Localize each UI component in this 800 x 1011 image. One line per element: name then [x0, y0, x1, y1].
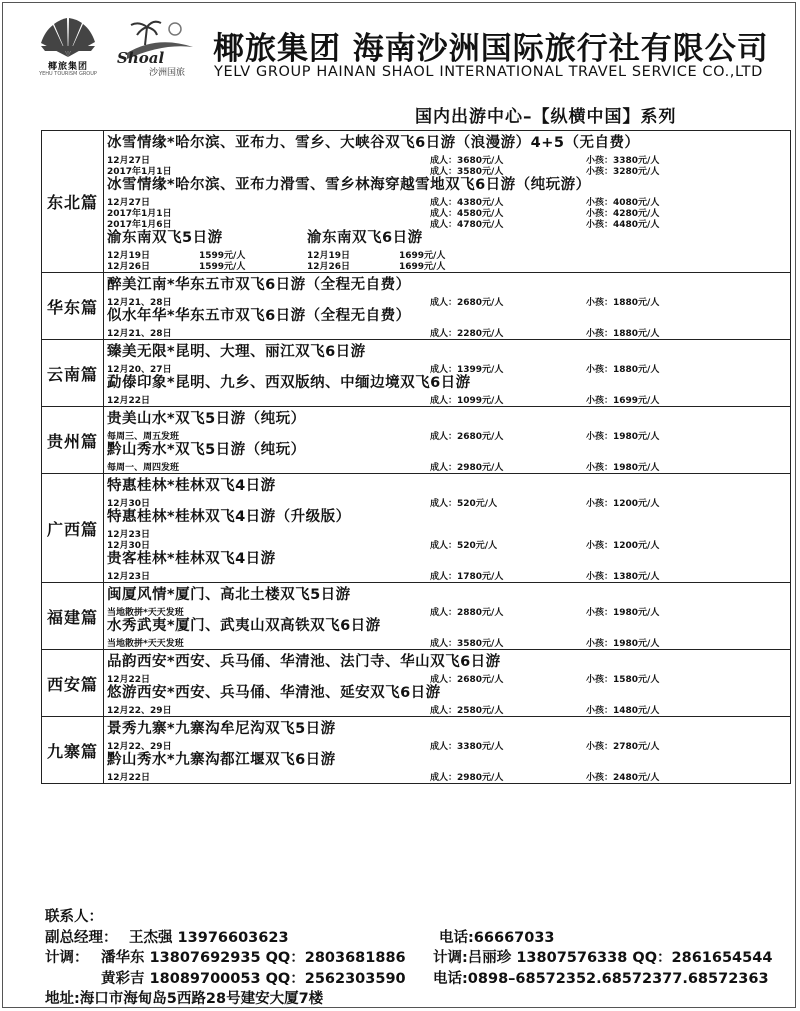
- region-tours: [104, 474, 790, 582]
- child-price: 小孩：4280元/人: [586, 209, 660, 219]
- departure-date: 每周三、周五发班: [107, 432, 180, 442]
- adult-price: 成人：4580元/人: [430, 209, 504, 219]
- price-row: [104, 206, 790, 217]
- vp-name: 王杰强 13976603623: [129, 929, 289, 946]
- child-price: 小孩：1699元/人: [586, 396, 660, 406]
- departure-date: 12月21、28日: [107, 298, 172, 308]
- adult-price: 成人：2880元/人: [430, 608, 504, 618]
- price-row: [104, 636, 790, 647]
- price-row: [104, 295, 790, 306]
- child-price: 小孩：1200元/人: [586, 499, 660, 509]
- adult-price: 成人：1099元/人: [430, 396, 504, 406]
- price-row: [104, 770, 790, 781]
- tour-title: 勐傣印象*昆明、九乡、西双版纳、中缅边境双飞6日游: [107, 375, 471, 391]
- region-section: [42, 583, 790, 650]
- operator-2-tel: 电话:0898–68572352.68572377.68572363: [433, 970, 769, 987]
- region-tours: [104, 650, 790, 716]
- price-row: [104, 429, 790, 440]
- departure-date: 12月22日: [107, 675, 151, 685]
- price-row: [104, 153, 790, 164]
- flyer-sheet: [2, 2, 796, 1008]
- region-name: 华东篇: [42, 273, 104, 339]
- departure-date: 12月19日: [107, 251, 151, 261]
- tour-title: 冰雪情缘*哈尔滨、亚布力、雪乡、大峡谷双飞6日游（浪漫游）4+5（无自费）: [107, 135, 640, 151]
- child-price: 小孩：1880元/人: [586, 365, 660, 375]
- tour-title: 似水年华*华东五市双飞6日游（全程无自费）: [107, 308, 411, 324]
- tour-title: 特惠桂林*桂林双飞4日游（升级版）: [107, 509, 351, 525]
- price-row: [104, 164, 790, 175]
- tour-title: 黔山秀水*九寨沟都江堰双飞6日游: [107, 752, 336, 768]
- price-row: [104, 527, 790, 538]
- logo2-brand-text: Shoal: [117, 49, 165, 67]
- region-tours: [104, 131, 790, 272]
- child-price: 小孩：3380元/人: [586, 156, 660, 166]
- region-tours: [104, 583, 790, 649]
- child-price: 小孩：2480元/人: [586, 773, 660, 783]
- departure-date: 2017年1月1日: [107, 209, 172, 219]
- departure-date: 12月23日: [107, 530, 151, 540]
- adult-price: 成人：1399元/人: [430, 365, 504, 375]
- price-row: [104, 195, 790, 206]
- series-title: 国内出游中心–【纵横中国】系列: [415, 107, 677, 127]
- price-row: [104, 393, 790, 404]
- adult-price: 成人：4780元/人: [430, 220, 504, 230]
- departure-date: 12月22、29日: [107, 742, 172, 752]
- address: 地址:海口市海甸岛5西路28号建安大厦7楼: [45, 991, 324, 1007]
- adult-price: 成人：2980元/人: [430, 773, 504, 783]
- child-price: 小孩：1480元/人: [586, 706, 660, 716]
- region-section: [42, 273, 790, 340]
- contacts-block: [45, 905, 795, 1008]
- region-section: [42, 474, 790, 583]
- adult-price: 成人：3680元/人: [430, 156, 504, 166]
- tour-title: 贵客桂林*桂林双飞4日游: [107, 551, 276, 567]
- price-row: [104, 248, 304, 259]
- adult-price: 成人：3380元/人: [430, 742, 504, 752]
- price-row: [104, 217, 790, 228]
- tour-title: 悠游西安*西安、兵马俑、华清池、延安双飞6日游: [107, 685, 441, 701]
- tour-title: 特惠桂林*桂林双飞4日游: [107, 478, 276, 494]
- price-row: [104, 362, 790, 373]
- price-row: [104, 326, 790, 337]
- child-price: 小孩：1980元/人: [586, 608, 660, 618]
- price-row: [104, 538, 790, 549]
- header: [3, 3, 797, 95]
- tour-title: 冰雪情缘*哈尔滨、亚布力滑雪、雪乡林海穿越雪地双飞6日游（纯玩游）: [107, 177, 591, 193]
- departure-date: 当地散拼*天天发班: [107, 608, 184, 618]
- tour-table: [41, 130, 791, 784]
- departure-date: 12月26日: [107, 262, 151, 272]
- tour-title: 景秀九寨*九寨沟牟尼沟双飞5日游: [107, 721, 336, 737]
- adult-price: 成人：2680元/人: [430, 298, 504, 308]
- tour-title: 闽厦风情*厦门、高北土楼双飞5日游: [107, 587, 351, 603]
- price-row: [304, 248, 554, 259]
- tour-price: 1699元/人: [399, 251, 446, 261]
- tour-title: 品韵西安*西安、兵马俑、华清池、法门寺、华山双飞6日游: [107, 654, 501, 670]
- operator-2: 黄彩吉 18089700053 QQ：2562303590: [101, 970, 406, 987]
- child-price: 小孩：1880元/人: [586, 329, 660, 339]
- region-name: 九寨篇: [42, 717, 104, 783]
- price-row: [104, 569, 790, 580]
- child-price: 小孩：1980元/人: [586, 639, 660, 649]
- departure-date: 12月27日: [107, 156, 151, 166]
- region-section: [42, 131, 790, 273]
- operator-1: 潘华东 13807692935 QQ：2803681886: [101, 950, 406, 966]
- departure-date: 12月19日: [307, 251, 351, 261]
- region-section: [42, 340, 790, 407]
- region-tours: [104, 717, 790, 783]
- tour-title: 贵美山水*双飞5日游（纯玩）: [107, 411, 306, 427]
- region-name: 贵州篇: [42, 407, 104, 473]
- region-name: 云南篇: [42, 340, 104, 406]
- tour-title: 渝东南双飞5日游: [107, 230, 223, 246]
- operator-label: 计调：: [45, 950, 89, 966]
- contacts-heading: 联系人：: [45, 909, 103, 925]
- departure-date: 12月23日: [107, 572, 151, 582]
- region-section: [42, 650, 790, 717]
- child-price: 小孩：1380元/人: [586, 572, 660, 582]
- child-price: 小孩：1980元/人: [586, 463, 660, 473]
- tour-column: [104, 228, 304, 270]
- tour-title: 臻美无限*昆明、大理、丽江双飞6日游: [107, 344, 366, 360]
- adult-price: 成人：3580元/人: [430, 167, 504, 177]
- price-row: [104, 496, 790, 507]
- child-price: 小孩：3280元/人: [586, 167, 660, 177]
- child-price: 小孩：4080元/人: [586, 198, 660, 208]
- departure-date: 12月22日: [107, 396, 151, 406]
- price-row: [104, 672, 790, 683]
- price-row: [304, 259, 554, 270]
- departure-date: 12月26日: [307, 262, 351, 272]
- region-tours: [104, 273, 790, 339]
- tour-price: 1599元/人: [199, 251, 246, 261]
- price-row: [104, 259, 304, 270]
- adult-price: 成人：1780元/人: [430, 572, 504, 582]
- region-section: [42, 717, 790, 783]
- region-name: 西安篇: [42, 650, 104, 716]
- adult-price: 成人：2980元/人: [430, 463, 504, 473]
- tour-title: 水秀武夷*厦门、武夷山双高铁双飞6日游: [107, 618, 381, 634]
- region-tours: [104, 340, 790, 406]
- departure-date: 12月30日: [107, 499, 151, 509]
- logo1-subtext: YEHU TOURISM GROUP: [39, 71, 97, 77]
- departure-date: 12月22日: [107, 773, 151, 783]
- price-row: [104, 739, 790, 750]
- tour-price: 1599元/人: [199, 262, 246, 272]
- departure-date: 当地散拼*天天发班: [107, 639, 184, 649]
- region-tours: [104, 407, 790, 473]
- child-price: 小孩：1980元/人: [586, 432, 660, 442]
- departure-date: 12月22、29日: [107, 706, 172, 716]
- tour-price: 1699元/人: [399, 262, 446, 272]
- adult-price: 成人：4380元/人: [430, 198, 504, 208]
- tour-pair: [104, 228, 790, 270]
- region-name: 福建篇: [42, 583, 104, 649]
- adult-price: 成人：520元/人: [430, 499, 498, 509]
- company-title-en: YELV GROUP HAINAN SHAOL INTERNATIONAL TRAVEL SERVICE CO.,LTD: [214, 64, 763, 80]
- region-name: 广西篇: [42, 474, 104, 582]
- tour-column: [304, 228, 554, 270]
- departure-date: 每周一、周四发班: [107, 463, 180, 473]
- child-price: 小孩：1880元/人: [586, 298, 660, 308]
- region-section: [42, 407, 790, 474]
- price-row: [104, 703, 790, 714]
- logo1-text: 椰旅集团: [47, 62, 88, 72]
- vp-label: 副总经理：: [45, 929, 118, 946]
- operator-1-tel: 计调:吕丽珍 13807576338 QQ：2861654544: [433, 950, 773, 966]
- child-price: 小孩：1200元/人: [586, 541, 660, 551]
- tour-title: 渝东南双飞6日游: [307, 230, 423, 246]
- departure-date: 12月30日: [107, 541, 151, 551]
- departure-date: 12月21、28日: [107, 329, 172, 339]
- region-name: 东北篇: [42, 131, 104, 272]
- logo2-cn-text: 沙洲国旅: [149, 68, 186, 78]
- departure-date: 2017年1月6日: [107, 220, 172, 230]
- departure-date: 12月27日: [107, 198, 151, 208]
- departure-date: 2017年1月1日: [107, 167, 172, 177]
- tour-title: 黔山秀水*双飞5日游（纯玩）: [107, 442, 306, 458]
- child-price: 小孩：1580元/人: [586, 675, 660, 685]
- adult-price: 成人：2680元/人: [430, 675, 504, 685]
- price-row: [104, 605, 790, 616]
- adult-price: 成人：2280元/人: [430, 329, 504, 339]
- price-row: [104, 460, 790, 471]
- company-title-cn: 椰旅集团 海南沙洲国际旅行社有限公司: [213, 31, 769, 67]
- child-price: 小孩：4480元/人: [586, 220, 660, 230]
- vp-tel: 电话:66667033: [439, 929, 555, 946]
- adult-price: 成人：2580元/人: [430, 706, 504, 716]
- tour-title: 醉美江南*华东五市双飞6日游（全程无自费）: [107, 277, 411, 293]
- adult-price: 成人：3580元/人: [430, 639, 504, 649]
- adult-price: 成人：520元/人: [430, 541, 498, 551]
- child-price: 小孩：2780元/人: [586, 742, 660, 752]
- adult-price: 成人：2680元/人: [430, 432, 504, 442]
- departure-date: 12月20、27日: [107, 365, 172, 375]
